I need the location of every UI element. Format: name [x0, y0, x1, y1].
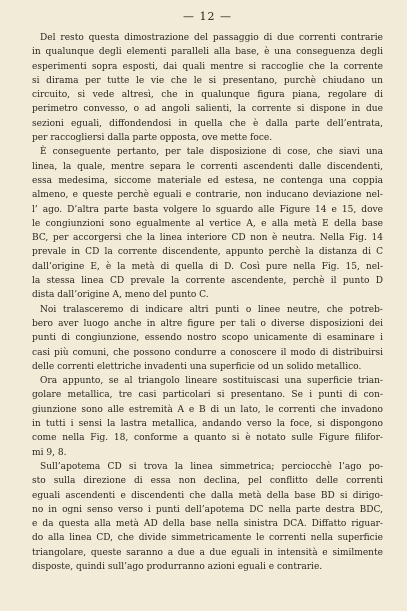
text-line: la stessa linea CD prevale la corrente ascendente, perchè il punto D — [32, 276, 383, 287]
text-line: eguali ascendenti e discendenti che dalla metà della base BD si dirigo- — [32, 490, 383, 501]
page-number: — 12 — — [183, 10, 232, 23]
text-line: in tutti i sensi la lastra metallica, andando verso la foce, si dispongono — [32, 419, 383, 430]
text-line: esperimenti sopra esposti, dai quali mentre si raccoglie che la corrente — [32, 61, 383, 72]
text-line: dista dall’origine A, meno del punto C. — [32, 290, 209, 301]
text-line: come nella Fig. 18, conforme a quanto si è notato sulle Figure filifor- — [32, 433, 383, 444]
text-line: sezioni eguali, diffondendosi in quella che è dalla parte dell’entrata, — [32, 118, 383, 129]
text-line: almeno, e queste perchè eguali e contrarie, non inducano deviazione nel- — [32, 190, 383, 201]
text-line: le congiunzioni sono egualmente al vertice A, e alla metà E della base — [32, 218, 383, 229]
text-line: Noi tralasceremo di indicare altri punti o linee neutre, che potreb- — [40, 304, 383, 315]
text-line: mi 9, 8. — [32, 447, 67, 458]
text-line: Ora appunto, se al triangolo lineare sostituiscasi una superficie trian- — [40, 376, 383, 387]
text-line: giunzione sono alle estremità A e B di un lato, le correnti che invadono — [32, 404, 383, 415]
text-line: e da questa alla metà AD della base nella sinistra DCA. Diffatto riguar- — [32, 519, 383, 530]
text-line: Sull’apotema CD si trova la linea simmetrica; perciocchè l’ago po- — [40, 461, 383, 472]
text-line: golare metallica, tre casi particolari si presentano. Se i punti di con- — [32, 390, 383, 401]
paragraph — [32, 31, 383, 145]
text-line: casi più comuni, che possono condurre a conoscere il modo di distribuirsi — [32, 347, 383, 358]
paragraph — [32, 374, 383, 460]
text-line: disposte, quindi sull’ago produrranno azioni eguali e contrarie. — [32, 561, 323, 572]
text-line: essa medesima, siccome materiale ed estesa, ne contenga una coppia — [32, 175, 383, 186]
paragraph — [32, 303, 383, 374]
text-line: È conseguente pertanto, per tale disposizione di cose, che siavi una — [40, 147, 383, 158]
text-line: BC, per accorgersi che la linea interiore CD non è neutra. Nella Fig. 14 — [32, 233, 383, 244]
paragraph — [32, 460, 383, 574]
text-line: triangolare, queste saranno a due a due eguali in intensità e similmente — [32, 547, 383, 558]
text-line: in qualunque degli elementi paralleli alla base, è una conseguenza degli — [32, 47, 383, 58]
text-line: perimetro convesso, o ad angoli salienti, la corrente si dispone in due — [32, 104, 383, 115]
text-line: Del resto questa dimostrazione del passaggio di due correnti contrarie — [40, 33, 383, 43]
text-line: delle correnti elettriche invadenti una superficie od un solido metallico. — [32, 361, 362, 372]
text-line: l’ ago. D’altra parte basta volgere lo sguardo alle Figure 14 e 15, dove — [32, 204, 383, 215]
text-line: prevale in CD la corrente discendente, appunto perchè la distanza di C — [32, 247, 383, 258]
text-line: bero aver luogo anche in altre figure per tali o diverse disposizioni dei — [32, 318, 383, 329]
text-line: circuito, si vede altresì, che in qualunque figura piana, regolare di — [32, 90, 383, 101]
text-line: per raccogliersi dalla parte opposta, ove mette foce. — [32, 133, 273, 144]
text-line: do alla linea CD, che divide simmetricamente le correnti nella superficie — [32, 533, 383, 544]
text-line: punti di congiunzione, essendo nostro scopo unicamente di esaminare i — [32, 333, 383, 344]
body-text — [32, 31, 383, 574]
paragraph — [32, 145, 383, 302]
text-line: dall’origine E, è la metà di quella di D. Così pure nella Fig. 15, nel- — [32, 261, 383, 272]
text-line: si dirama per tutte le vie che le si presentano, purchè chiudano un — [32, 75, 383, 86]
text-line: no in ogni senso verso i punti dell’apotema DC nella parte destra BDC, — [32, 504, 383, 515]
text-line: sto sulla direzione di essa non declina, pel conflitto delle correnti — [32, 476, 383, 487]
text-line: linea, la quale, mentre separa le correnti ascendenti dalle discendenti, — [32, 161, 383, 172]
